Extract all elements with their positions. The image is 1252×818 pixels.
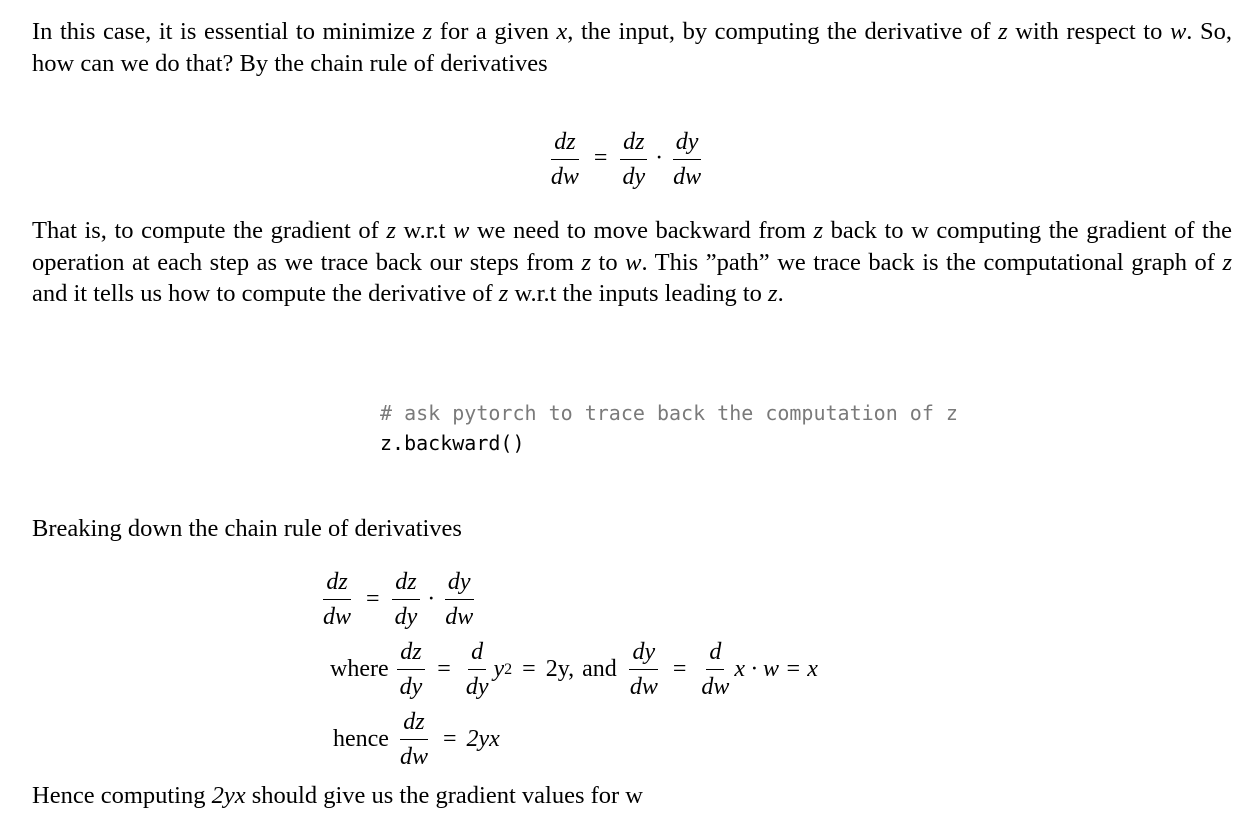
aligned-row-1: $\frac{dz}{dw}$ = $\frac{dz}{dy}$ · $\frac{dy}{dw}$: [323, 569, 474, 630]
chain-rule-equation: [0, 128, 1252, 191]
fraction-dy-dw: $\frac{dy}{dw}$: [673, 129, 702, 190]
math-var: z: [498, 280, 509, 307]
explanation-paragraph: That is, to compute the gradient of z w.r.t w we need to move backward from z back to w computing the gradient of the operation at each step as we trace back our steps from z to w. This ”path” we trace back is the computational graph of z and it tells us how to compute the derivative of z w.r.t the inputs leading to z.: [32, 217, 1232, 307]
math-var: w: [1169, 18, 1187, 45]
math-var: z: [581, 248, 591, 276]
fraction-dz-dy: $\frac{dz}{dy}$: [619, 128, 648, 191]
math-expression: 2yx: [211, 782, 246, 809]
intro-text: In this case, it is essential to minimize: [32, 18, 423, 45]
breaking-down-text: Breaking down the chain rule of derivatives: [32, 515, 462, 542]
aligned-row-3: hence $\frac{dz}{dw}$ = 2yx: [333, 709, 500, 770]
intro-text: , the input, by computing the derivative of: [567, 18, 999, 45]
math-var: z: [386, 217, 396, 244]
code-line: z.backward(): [380, 431, 525, 455]
dot-operator: ·: [655, 145, 664, 172]
math-var: z: [768, 280, 778, 307]
intro-text: with respect to: [1007, 18, 1170, 45]
equals-sign: =: [593, 145, 608, 172]
math-var: x: [556, 18, 568, 45]
code-comment: # ask pytorch to trace back the computation of z: [380, 401, 958, 425]
intro-paragraph: [32, 16, 1232, 79]
fraction-dz-dw: $\frac{dz}{dw}$: [550, 129, 579, 190]
code-block: [380, 398, 958, 458]
math-var: z: [813, 217, 824, 244]
conclusion-text: Hence computing 2yx should give us the gradient values for w: [32, 782, 643, 809]
math-var: z: [422, 18, 433, 45]
intro-text: . So, how can we do that? By the chain rule of derivatives: [32, 18, 1232, 77]
intro-text: for a given: [432, 18, 557, 45]
math-var: w: [453, 217, 470, 244]
math-var: z: [998, 18, 1008, 45]
math-var: z: [1222, 248, 1232, 276]
math-var: w: [625, 248, 642, 276]
aligned-row-2: where $\frac{dz}{dy}$ = $\frac{d}{dy}$ y 2 = 2y, and $\frac{dy}{dw}$ = $\frac{d}{dw}$ x · w = x: [330, 639, 818, 700]
